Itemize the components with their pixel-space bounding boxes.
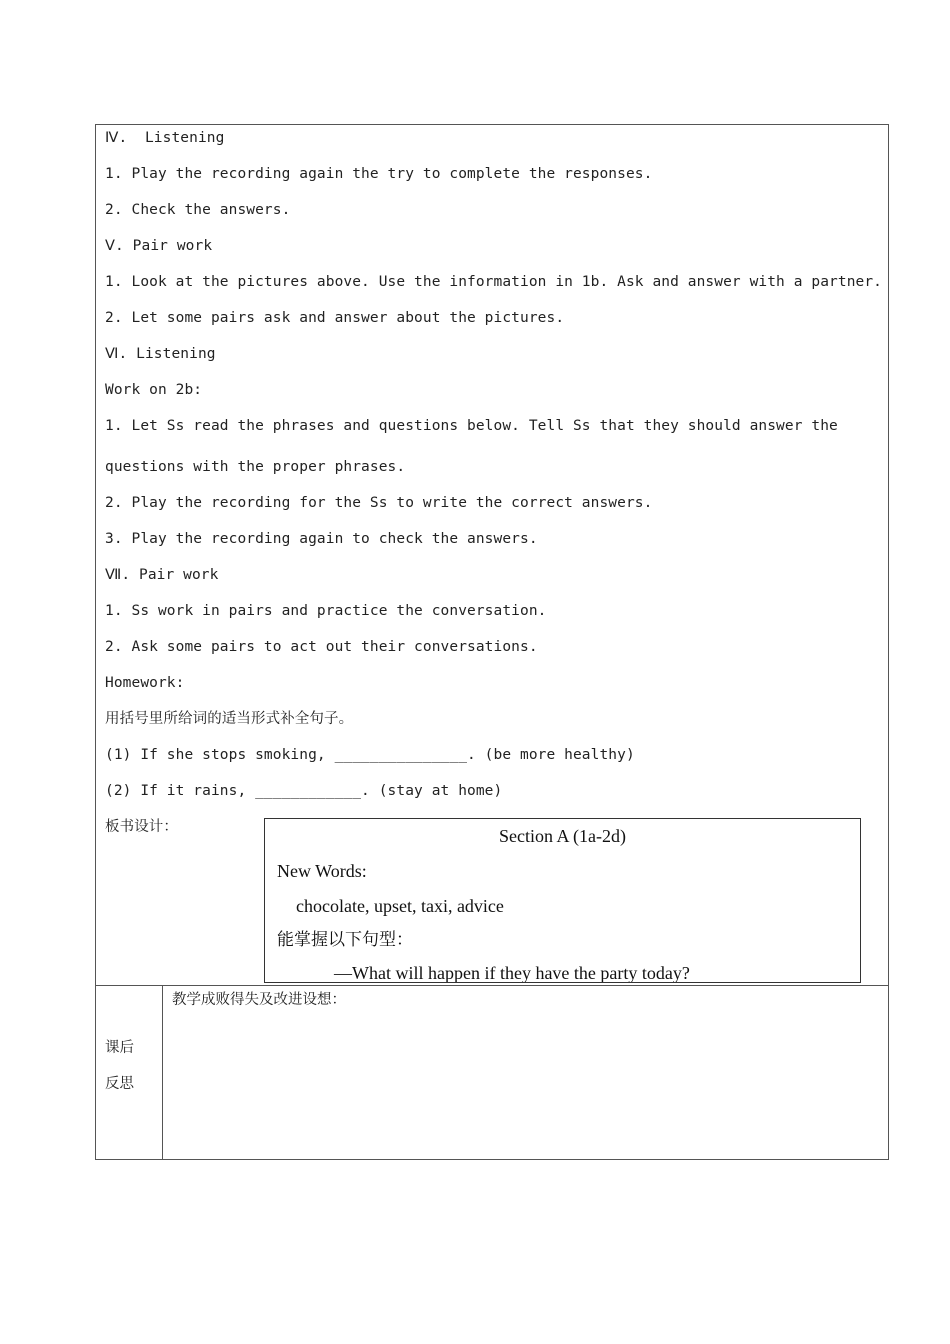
homework-item: (1) If she stops smoking, _______________. (be more healthy) (105, 747, 635, 763)
step-text: 1. Let Ss read the phrases and questions below. Tell Ss that they should answer the (105, 418, 838, 434)
homework-item: (2) If it rains, ____________. (stay at home) (105, 783, 503, 799)
sentence-pattern: —What will happen if they have the party today? (334, 963, 690, 983)
step-text: Work on 2b: (105, 382, 203, 398)
lesson-steps-cell (96, 125, 888, 986)
reflection-content-cell (163, 986, 888, 1159)
board-design-label: 板书设计： (105, 819, 178, 835)
step-text: 2. Let some pairs ask and answer about the pictures. (105, 310, 565, 326)
section-heading-pair-work: Ⅶ. Pair work (105, 567, 219, 583)
section-heading-listening: Ⅳ. Listening (105, 130, 225, 146)
new-words-list: chocolate, upset, taxi, advice (296, 896, 504, 916)
homework-instruction: 用括号里所给词的适当形式补全句子。 (105, 711, 354, 727)
step-text: 1. Look at the pictures above. Use the information in 1b. Ask and answer with a partner. (105, 274, 883, 290)
section-heading-listening: Ⅵ. Listening (105, 346, 216, 362)
step-text: 2. Ask some pairs to act out their conversations. (105, 639, 538, 655)
step-text: 1. Ss work in pairs and practice the conversation. (105, 603, 547, 619)
sentence-patterns-label: 能掌握以下句型： (277, 930, 413, 950)
reflection-label: 反思 (105, 1076, 134, 1092)
blackboard-design-box (264, 818, 861, 983)
step-text: questions with the proper phrases. (105, 459, 406, 475)
step-text: 2. Check the answers. (105, 202, 291, 218)
reflection-label-cell (96, 986, 163, 1159)
new-words-label: New Words: (277, 861, 367, 881)
reflection-prompt: 教学成败得失及改进设想： (172, 992, 346, 1008)
lesson-plan-table (95, 124, 889, 1160)
reflection-label: 课后 (105, 1040, 134, 1056)
step-text: 3. Play the recording again to check the answers. (105, 531, 538, 547)
step-text: 2. Play the recording for the Ss to write the correct answers. (105, 495, 653, 511)
board-title: Section A (1a-2d) (499, 826, 626, 846)
step-text: 1. Play the recording again the try to complete the responses. (105, 166, 653, 182)
homework-heading: Homework: (105, 675, 185, 691)
section-heading-pair-work: Ⅴ. Pair work (105, 238, 213, 254)
